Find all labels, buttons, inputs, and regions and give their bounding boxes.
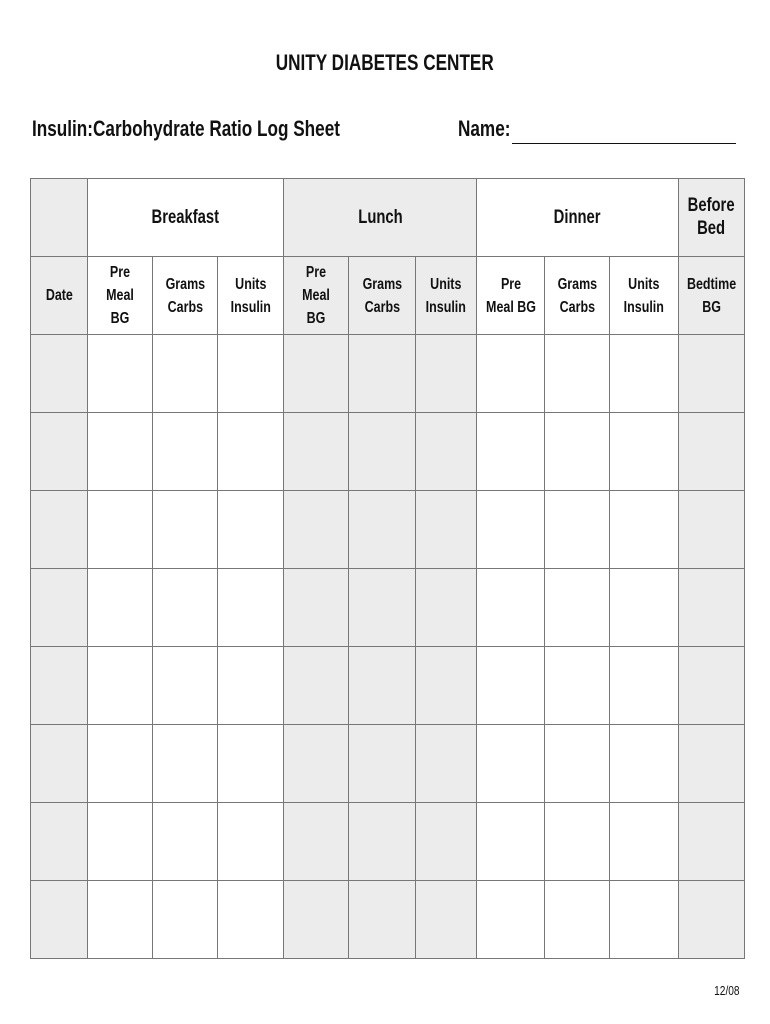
bedtime-bg-cell[interactable] bbox=[679, 725, 745, 803]
breakfast-grams-carbs-header: Grams Carbs bbox=[153, 257, 218, 335]
breakfast-units-insulin-cell[interactable] bbox=[218, 803, 284, 881]
lunch-units-insulin-cell[interactable] bbox=[416, 881, 477, 959]
date-cell[interactable] bbox=[31, 803, 88, 881]
dinner-units-insulin-cell[interactable] bbox=[610, 413, 679, 491]
log-row bbox=[31, 491, 745, 569]
lunch-units-insulin-cell[interactable] bbox=[416, 413, 477, 491]
lunch-units-insulin-cell[interactable] bbox=[416, 335, 477, 413]
log-row bbox=[31, 569, 745, 647]
dinner-units-insulin-cell[interactable] bbox=[610, 491, 679, 569]
breakfast-pre-meal-bg-cell[interactable] bbox=[88, 491, 153, 569]
breakfast-units-insulin-cell[interactable] bbox=[218, 335, 284, 413]
lunch-units-insulin-cell[interactable] bbox=[416, 725, 477, 803]
breakfast-units-insulin-cell[interactable] bbox=[218, 491, 284, 569]
lunch-grams-carbs-header: Grams Carbs bbox=[349, 257, 416, 335]
dinner-pre-meal-bg-cell[interactable] bbox=[477, 335, 545, 413]
date-cell[interactable] bbox=[31, 647, 88, 725]
breakfast-units-insulin-header: Units Insulin bbox=[218, 257, 284, 335]
lunch-pre-meal-bg-cell[interactable] bbox=[284, 569, 349, 647]
bedtime-bg-cell[interactable] bbox=[679, 803, 745, 881]
breakfast-pre-meal-bg-cell[interactable] bbox=[88, 335, 153, 413]
dinner-grams-carbs-cell[interactable] bbox=[545, 413, 610, 491]
date-cell[interactable] bbox=[31, 491, 88, 569]
dinner-pre-meal-bg-cell[interactable] bbox=[477, 881, 545, 959]
breakfast-grams-carbs-cell[interactable] bbox=[153, 881, 218, 959]
breakfast-units-insulin-cell[interactable] bbox=[218, 725, 284, 803]
breakfast-units-insulin-cell[interactable] bbox=[218, 569, 284, 647]
log-row bbox=[31, 803, 745, 881]
column-header-row bbox=[31, 257, 745, 335]
dinner-units-insulin-cell[interactable] bbox=[610, 881, 679, 959]
dinner-pre-meal-bg-cell[interactable] bbox=[477, 491, 545, 569]
document-title: UNITY DIABETES CENTER bbox=[275, 50, 495, 75]
dinner-grams-carbs-cell[interactable] bbox=[545, 881, 610, 959]
log-sheet-subtitle: Insulin:Carbohydrate Ratio Log Sheet bbox=[32, 116, 340, 141]
date-cell[interactable] bbox=[31, 725, 88, 803]
log-row bbox=[31, 725, 745, 803]
dinner-pre-meal-bg-header: Pre Meal BG bbox=[477, 257, 545, 335]
dinner-pre-meal-bg-cell[interactable] bbox=[477, 725, 545, 803]
breakfast-pre-meal-bg-cell[interactable] bbox=[88, 881, 153, 959]
breakfast-grams-carbs-cell[interactable] bbox=[153, 335, 218, 413]
lunch-pre-meal-bg-cell[interactable] bbox=[284, 491, 349, 569]
dinner-units-insulin-header: Units Insulin bbox=[610, 257, 679, 335]
breakfast-grams-carbs-cell[interactable] bbox=[153, 647, 218, 725]
breakfast-units-insulin-cell[interactable] bbox=[218, 647, 284, 725]
dinner-units-insulin-cell[interactable] bbox=[610, 647, 679, 725]
dinner-grams-carbs-cell[interactable] bbox=[545, 491, 610, 569]
dinner-pre-meal-bg-cell[interactable] bbox=[477, 803, 545, 881]
breakfast-grams-carbs-cell[interactable] bbox=[153, 803, 218, 881]
breakfast-pre-meal-bg-cell[interactable] bbox=[88, 413, 153, 491]
lunch-pre-meal-bg-cell[interactable] bbox=[284, 647, 349, 725]
dinner-header: Dinner bbox=[477, 179, 679, 257]
log-row bbox=[31, 413, 745, 491]
name-label: Name: bbox=[458, 116, 511, 141]
dinner-grams-carbs-cell[interactable] bbox=[545, 725, 610, 803]
bedtime-bg-cell[interactable] bbox=[679, 491, 745, 569]
lunch-grams-carbs-cell[interactable] bbox=[349, 491, 416, 569]
breakfast-grams-carbs-cell[interactable] bbox=[153, 569, 218, 647]
breakfast-pre-meal-bg-header: Pre Meal BG bbox=[88, 257, 153, 335]
date-cell[interactable] bbox=[31, 569, 88, 647]
lunch-pre-meal-bg-cell[interactable] bbox=[284, 803, 349, 881]
breakfast-pre-meal-bg-cell[interactable] bbox=[88, 725, 153, 803]
dinner-pre-meal-bg-cell[interactable] bbox=[477, 569, 545, 647]
dinner-grams-carbs-header: Grams Carbs bbox=[545, 257, 610, 335]
lunch-pre-meal-bg-cell[interactable] bbox=[284, 335, 349, 413]
lunch-pre-meal-bg-cell[interactable] bbox=[284, 725, 349, 803]
dinner-pre-meal-bg-cell[interactable] bbox=[477, 647, 545, 725]
bedtime-bg-cell[interactable] bbox=[679, 413, 745, 491]
dinner-units-insulin-cell[interactable] bbox=[610, 803, 679, 881]
lunch-header: Lunch bbox=[284, 179, 477, 257]
dinner-pre-meal-bg-cell[interactable] bbox=[477, 413, 545, 491]
lunch-grams-carbs-cell[interactable] bbox=[349, 881, 416, 959]
breakfast-pre-meal-bg-cell[interactable] bbox=[88, 803, 153, 881]
lunch-grams-carbs-cell[interactable] bbox=[349, 413, 416, 491]
log-entries bbox=[31, 335, 745, 959]
lunch-grams-carbs-cell[interactable] bbox=[349, 725, 416, 803]
before-bed-header: Before Bed bbox=[679, 179, 745, 257]
breakfast-grams-carbs-cell[interactable] bbox=[153, 491, 218, 569]
lunch-pre-meal-bg-cell[interactable] bbox=[284, 881, 349, 959]
breakfast-grams-carbs-cell[interactable] bbox=[153, 725, 218, 803]
lunch-units-insulin-cell[interactable] bbox=[416, 491, 477, 569]
bedtime-bg-cell[interactable] bbox=[679, 335, 745, 413]
date-cell[interactable] bbox=[31, 413, 88, 491]
dinner-units-insulin-cell[interactable] bbox=[610, 569, 679, 647]
meal-header-row bbox=[31, 179, 745, 257]
corner-cell bbox=[31, 179, 88, 257]
breakfast-pre-meal-bg-cell[interactable] bbox=[88, 569, 153, 647]
breakfast-units-insulin-cell[interactable] bbox=[218, 413, 284, 491]
lunch-grams-carbs-cell[interactable] bbox=[349, 335, 416, 413]
bedtime-bg-header: Bedtime BG bbox=[679, 257, 745, 335]
lunch-units-insulin-cell[interactable] bbox=[416, 647, 477, 725]
lunch-pre-meal-bg-cell[interactable] bbox=[284, 413, 349, 491]
dinner-units-insulin-cell[interactable] bbox=[610, 725, 679, 803]
log-row bbox=[31, 335, 745, 413]
dinner-grams-carbs-cell[interactable] bbox=[545, 647, 610, 725]
log-row bbox=[31, 647, 745, 725]
revision-date: 12/08 bbox=[714, 983, 740, 998]
lunch-pre-meal-bg-header: Pre Meal BG bbox=[284, 257, 349, 335]
lunch-grams-carbs-cell[interactable] bbox=[349, 569, 416, 647]
dinner-grams-carbs-cell[interactable] bbox=[545, 569, 610, 647]
breakfast-grams-carbs-cell[interactable] bbox=[153, 413, 218, 491]
lunch-units-insulin-cell[interactable] bbox=[416, 803, 477, 881]
dinner-grams-carbs-cell[interactable] bbox=[545, 335, 610, 413]
bedtime-bg-cell[interactable] bbox=[679, 647, 745, 725]
bedtime-bg-cell[interactable] bbox=[679, 569, 745, 647]
name-field[interactable] bbox=[512, 143, 736, 144]
lunch-grams-carbs-cell[interactable] bbox=[349, 647, 416, 725]
dinner-units-insulin-cell[interactable] bbox=[610, 335, 679, 413]
dinner-grams-carbs-cell[interactable] bbox=[545, 803, 610, 881]
date-cell[interactable] bbox=[31, 335, 88, 413]
log-row bbox=[31, 881, 745, 959]
bedtime-bg-cell[interactable] bbox=[679, 881, 745, 959]
lunch-units-insulin-cell[interactable] bbox=[416, 569, 477, 647]
log-table bbox=[30, 178, 745, 959]
breakfast-pre-meal-bg-cell[interactable] bbox=[88, 647, 153, 725]
date-cell[interactable] bbox=[31, 881, 88, 959]
breakfast-header: Breakfast bbox=[88, 179, 284, 257]
breakfast-units-insulin-cell[interactable] bbox=[218, 881, 284, 959]
lunch-units-insulin-header: Units Insulin bbox=[416, 257, 477, 335]
lunch-grams-carbs-cell[interactable] bbox=[349, 803, 416, 881]
date-header: Date bbox=[31, 257, 88, 335]
